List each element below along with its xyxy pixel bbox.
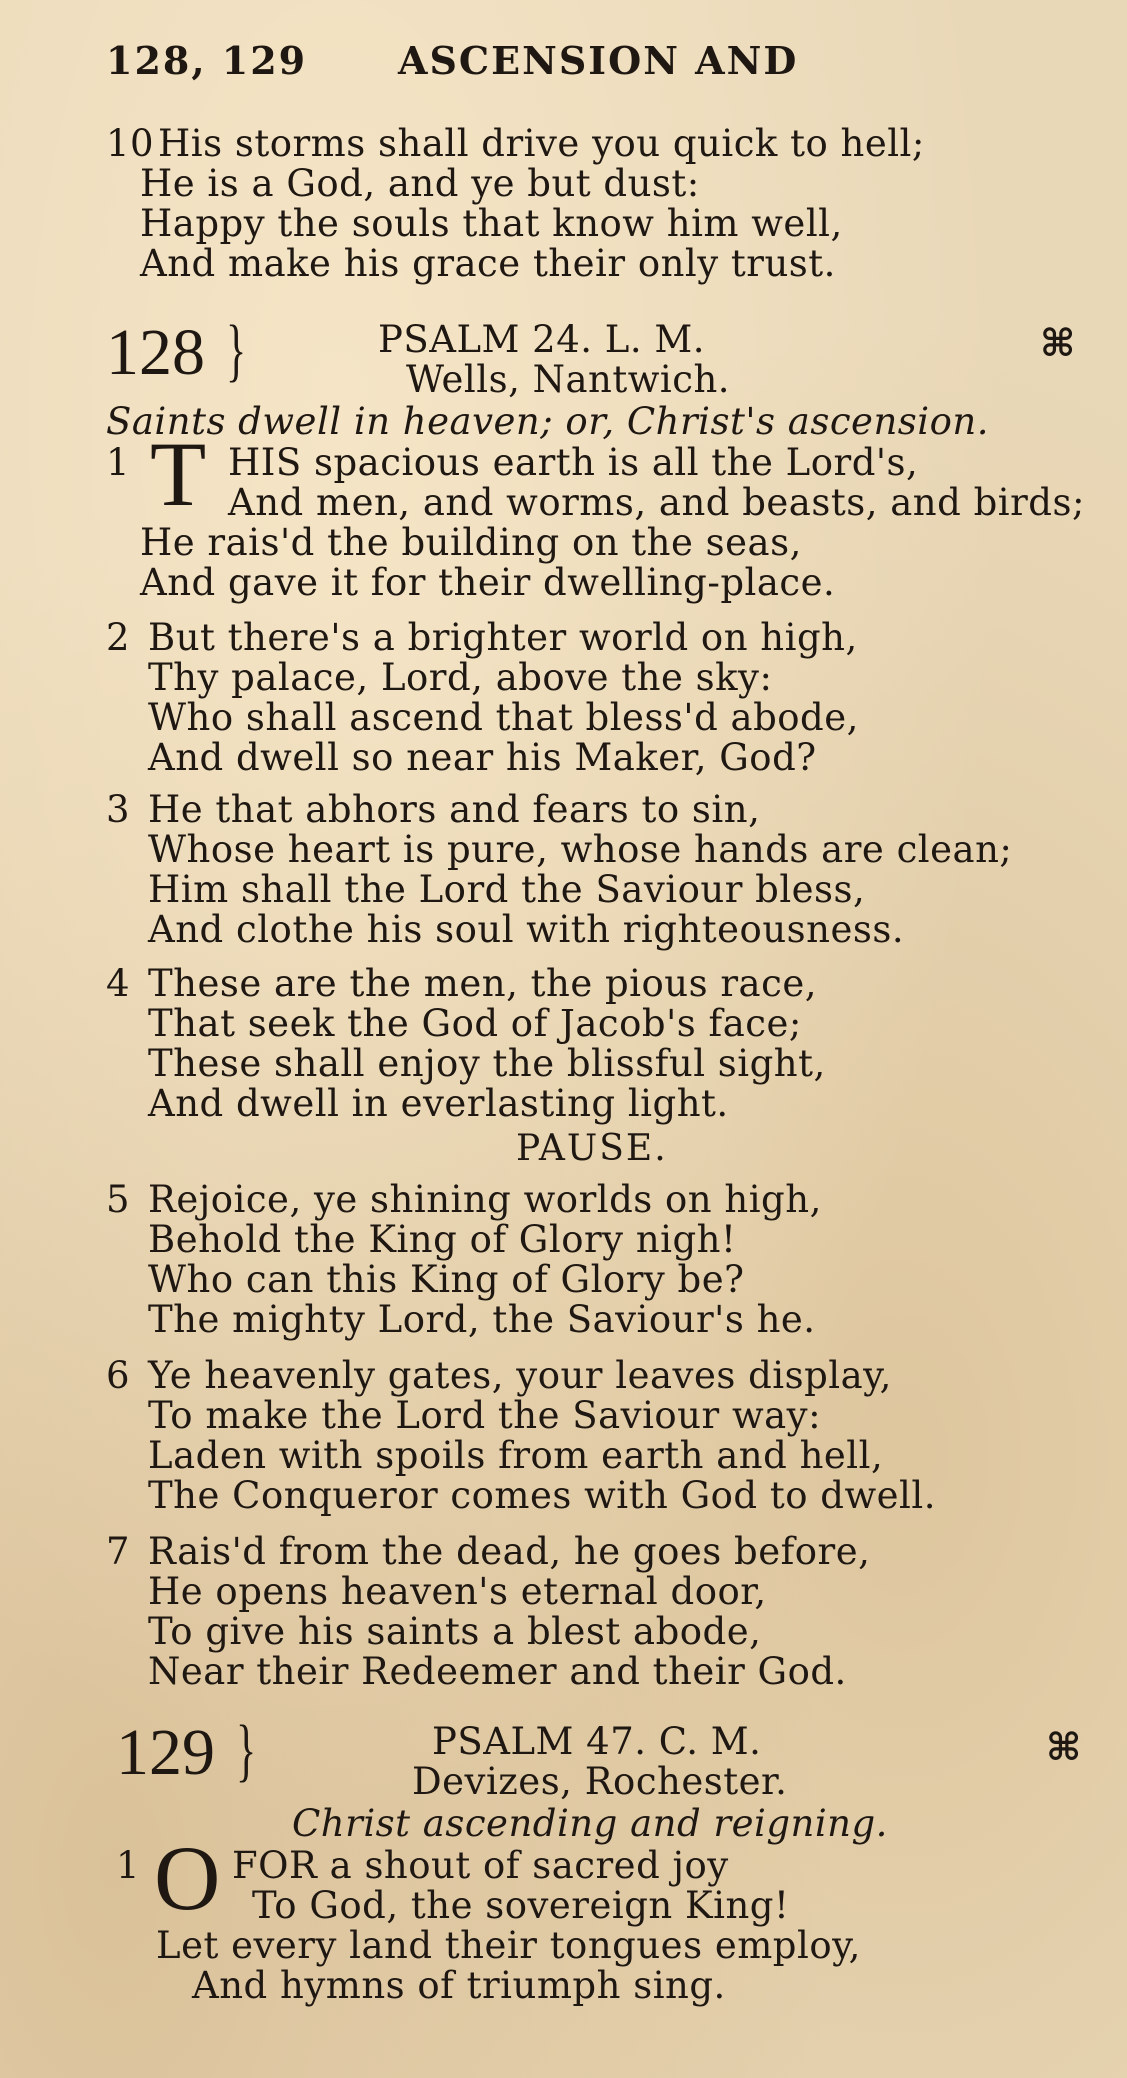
verse-line: Near their Redeemer and their God. (148, 1650, 847, 1693)
page-numbers: 128, 129 (106, 38, 308, 83)
verse-line: And dwell so near his Maker, God? (148, 736, 817, 779)
verse-line: And make his grace their only trust. (140, 242, 836, 285)
verse-number: 3 (106, 788, 131, 831)
tune-names: Devizes, Rochester. (412, 1760, 788, 1803)
verse-line: To make the Lord the Saviour way: (148, 1394, 822, 1437)
psalm-heading: PSALM 24. L. M. (378, 318, 706, 361)
verse-line: Behold the King of Glory nigh! (148, 1218, 737, 1261)
verse-line: These shall enjoy the blissful sight, (148, 1042, 826, 1085)
hymn-number: 129 (116, 1716, 215, 1789)
verse-line: These are the men, the pious race, (148, 962, 817, 1005)
verse-line: He opens heaven's eternal door, (148, 1570, 767, 1613)
verse-line: Rejoice, ye shining worlds on high, (148, 1178, 822, 1221)
verse-number: 10 (106, 122, 155, 165)
verse-line: The mighty Lord, the Saviour's he. (148, 1298, 816, 1341)
verse-line: HIS spacious earth is all the Lord's, (228, 441, 919, 484)
tune-names: Wells, Nantwich. (406, 358, 731, 401)
verse-line: And hymns of triumph sing. (192, 1964, 726, 2007)
hymn-number: 128 (106, 316, 205, 389)
hymn-subtitle: Saints dwell in heaven; or, Christ's ascension. (106, 400, 989, 443)
verse-number: 7 (106, 1530, 131, 1573)
verse-number: 5 (106, 1178, 131, 1221)
verse-line: Whose heart is pure, whose hands are clean; (148, 828, 1013, 871)
pause-heading: PAUSE. (516, 1128, 668, 1169)
printer-mark-icon: ⌘ (1046, 1724, 1082, 1769)
verse-line: Thy palace, Lord, above the sky: (148, 656, 773, 699)
verse-line: Laden with spoils from earth and hell, (148, 1434, 884, 1477)
psalm-heading: PSALM 47. C. M. (432, 1720, 762, 1763)
running-title: ASCENSION AND (398, 38, 799, 83)
verse-line: Let every land their tongues employ, (156, 1924, 861, 1967)
verse-line: He rais'd the building on the seas, (140, 521, 802, 564)
verse-number: 4 (106, 962, 131, 1005)
verse-line: Happy the souls that know him well, (140, 202, 843, 245)
verse-line: And clothe his soul with righteousness. (148, 908, 905, 951)
verse-line: He that abhors and fears to sin, (148, 788, 761, 831)
verse-number: 2 (106, 616, 131, 659)
drop-cap: O (154, 1827, 221, 1929)
verse-line: Ye heavenly gates, your leaves display, (148, 1354, 892, 1397)
drop-cap: T (150, 423, 207, 525)
verse-line: And men, and worms, and beasts, and birds; (228, 481, 1085, 524)
printer-mark-icon: ⌘ (1040, 320, 1076, 365)
verse-line: Who can this King of Glory be? (148, 1258, 745, 1301)
verse-line: The Conqueror comes with God to dwell. (148, 1474, 936, 1517)
brace-ornament: } (226, 312, 247, 389)
verse-line: Him shall the Lord the Saviour bless, (148, 868, 866, 911)
verse-line: And dwell in everlasting light. (148, 1082, 729, 1125)
verse-line: He is a God, and ye but dust: (140, 162, 700, 205)
verse-line: Rais'd from the dead, he goes before, (148, 1530, 871, 1573)
verse-line: FOR a shout of sacred joy (232, 1844, 729, 1887)
verse-line: To God, the sovereign King! (252, 1884, 790, 1927)
verse-line: But there's a brighter world on high, (148, 616, 858, 659)
verse-line: His storms shall drive you quick to hell; (158, 122, 925, 165)
verse-number: 1 (116, 1844, 141, 1887)
verse-line: Who shall ascend that bless'd abode, (148, 696, 859, 739)
verse-line: To give his saints a blest abode, (148, 1610, 762, 1653)
verse-line: That seek the God of Jacob's face; (148, 1002, 802, 1045)
hymn-subtitle: Christ ascending and reigning. (292, 1802, 888, 1845)
verse-number: 6 (106, 1354, 131, 1397)
verse-line: And gave it for their dwelling-place. (140, 561, 836, 604)
brace-ornament: } (236, 1712, 257, 1789)
verse-number: 1 (106, 441, 131, 484)
